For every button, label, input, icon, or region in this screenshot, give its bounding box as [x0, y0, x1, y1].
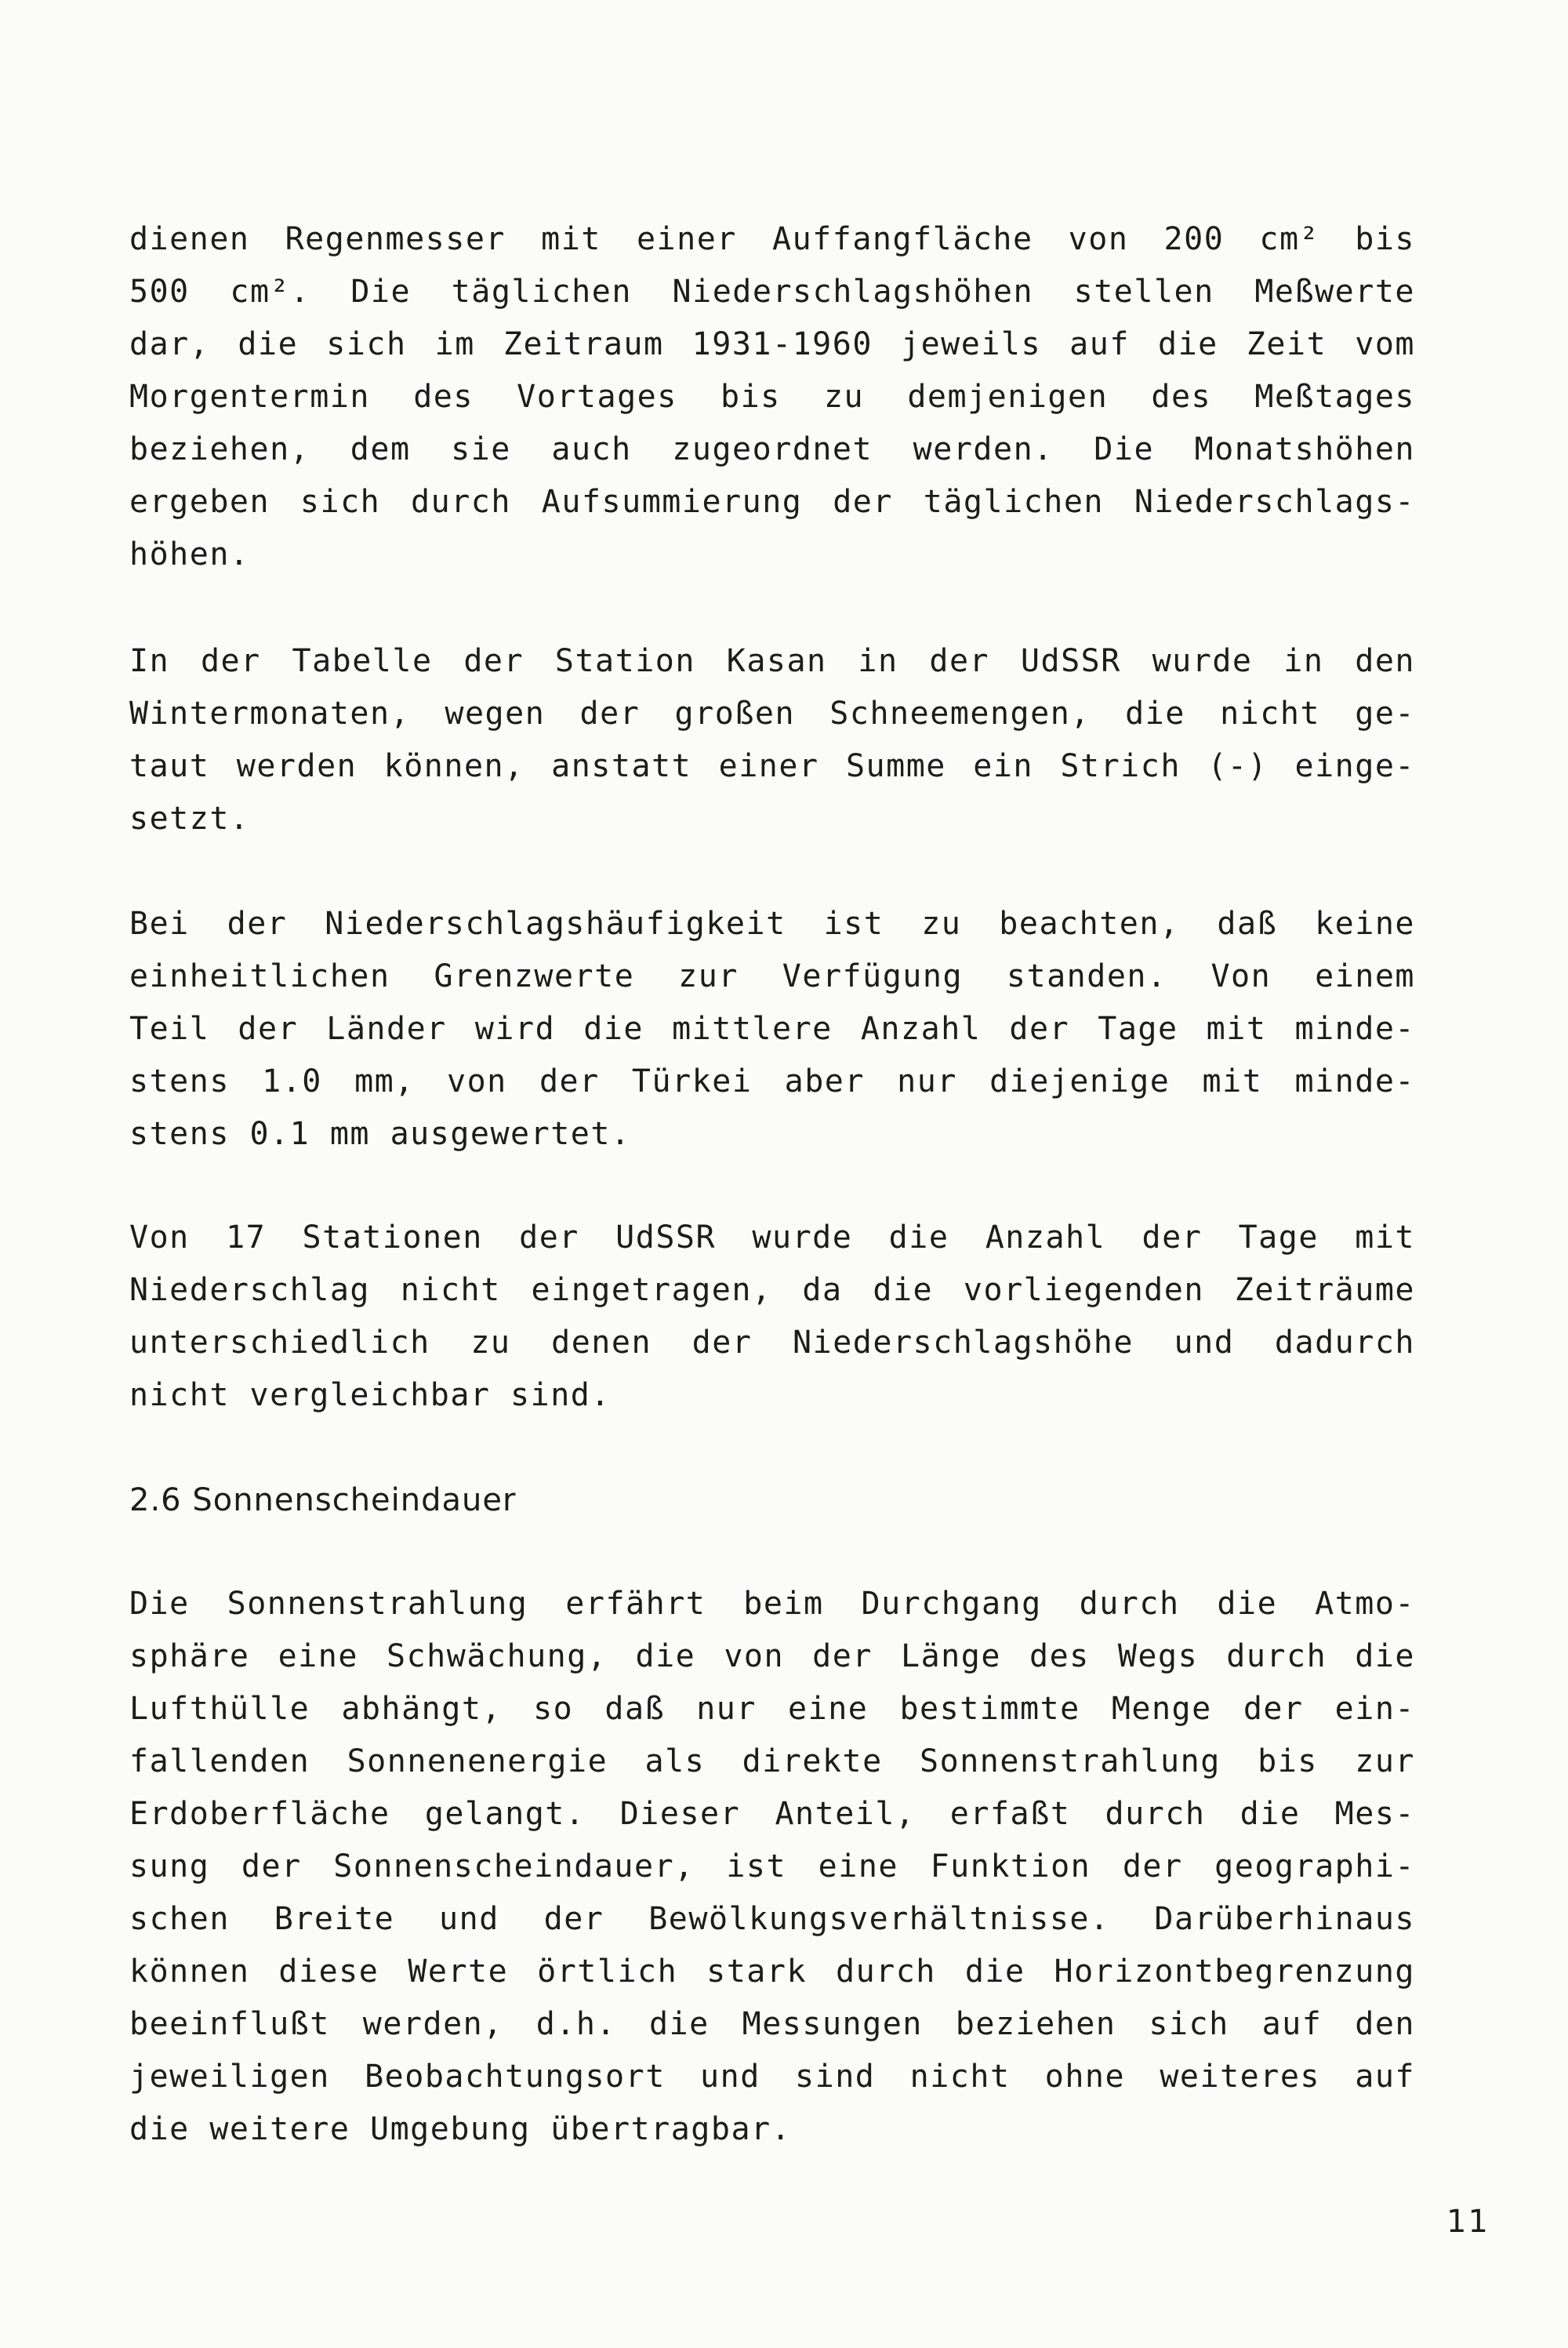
text-line: Die Sonnenstrahlung erfährt beim Durchgang durch die Atmo-: [129, 1586, 1415, 1622]
text-line: stens 1.0 mm, von der Türkei aber nur diejenige mit minde-: [129, 1063, 1415, 1099]
text-line: taut werden können, anstatt einer Summe ein Strich (-) einge-: [129, 748, 1415, 784]
text-line: ergeben sich durch Aufsummierung der täglichen Niederschlags-: [129, 484, 1415, 520]
text-line: sphäre eine Schwächung, die von der Länge des Wegs durch die: [129, 1638, 1415, 1674]
text-line: dar, die sich im Zeitraum 1931-1960 jeweils auf die Zeit vom: [129, 326, 1415, 362]
paragraph-precipitation-frequency: [129, 898, 1415, 1161]
text-line: Von 17 Stationen der UdSSR wurde die Anzahl der Tage mit: [129, 1219, 1415, 1256]
text-line: In der Tabelle der Station Kasan in der UdSSR wurde in den: [129, 643, 1415, 679]
text-line: einheitlichen Grenzwerte zur Verfügung standen. Von einem: [129, 958, 1415, 994]
text-line: können diese Werte örtlich stark durch die Horizontbegrenzung: [129, 1954, 1415, 1990]
text-line: schen Breite und der Bewölkungsverhältnisse. Darüberhinaus: [129, 1901, 1415, 1937]
paragraph-sunshine-duration: [129, 1578, 1415, 2156]
text-line: die weitere Umgebung übertragbar.: [129, 2111, 792, 2147]
text-line: Teil der Länder wird die mittlere Anzahl der Tage mit minde-: [129, 1011, 1415, 1047]
text-line: stens 0.1 mm ausgewertet.: [129, 1116, 631, 1152]
text-line: Morgentermin des Vortages bis zu demjenigen des Meßtages: [129, 379, 1415, 415]
paragraph-rain-gauges: [129, 213, 1415, 581]
text-line: beeinflußt werden, d.h. die Messungen beziehen sich auf den: [129, 2006, 1415, 2042]
text-line: jeweiligen Beobachtungsort und sind nicht ohne weiteres auf: [129, 2059, 1415, 2095]
text-line: Wintermonaten, wegen der großen Schneemengen, die nicht ge-: [129, 696, 1415, 732]
text-line: Niederschlag nicht eingetragen, da die vorliegenden Zeiträume: [129, 1272, 1415, 1308]
text-line: unterschiedlich zu denen der Niederschlagshöhe und dadurch: [129, 1325, 1415, 1361]
text-line: setzt.: [129, 801, 250, 837]
text-line: sung der Sonnenscheindauer, ist eine Funktion der geographi-: [129, 1848, 1415, 1885]
text-line: Bei der Niederschlagshäufigkeit ist zu beachten, daß keine: [129, 906, 1415, 942]
text-line: höhen.: [129, 536, 250, 572]
text-line: beziehen, dem sie auch zugeordnet werden. Die Monatshöhen: [129, 431, 1415, 467]
paragraph-kasan-station: [129, 635, 1415, 845]
text-line: nicht vergleichbar sind.: [129, 1377, 611, 1413]
text-line: dienen Regenmesser mit einer Auffangfläche von 200 cm² bis: [129, 221, 1415, 257]
text-line: Erdoberfläche gelangt. Dieser Anteil, erfaßt durch die Mes-: [129, 1796, 1415, 1832]
text-line: Lufthülle abhängt, so daß nur eine bestimmte Menge der ein-: [129, 1691, 1415, 1727]
page-number: 11: [1446, 2204, 1490, 2240]
section-heading: 2.6 Sonnenscheindauer: [129, 1482, 517, 1518]
paragraph-udssr-stations: [129, 1212, 1415, 1422]
text-line: 500 cm². Die täglichen Niederschlagshöhen stellen Meßwerte: [129, 274, 1415, 310]
text-line: fallenden Sonnenenergie als direkte Sonnenstrahlung bis zur: [129, 1743, 1415, 1779]
